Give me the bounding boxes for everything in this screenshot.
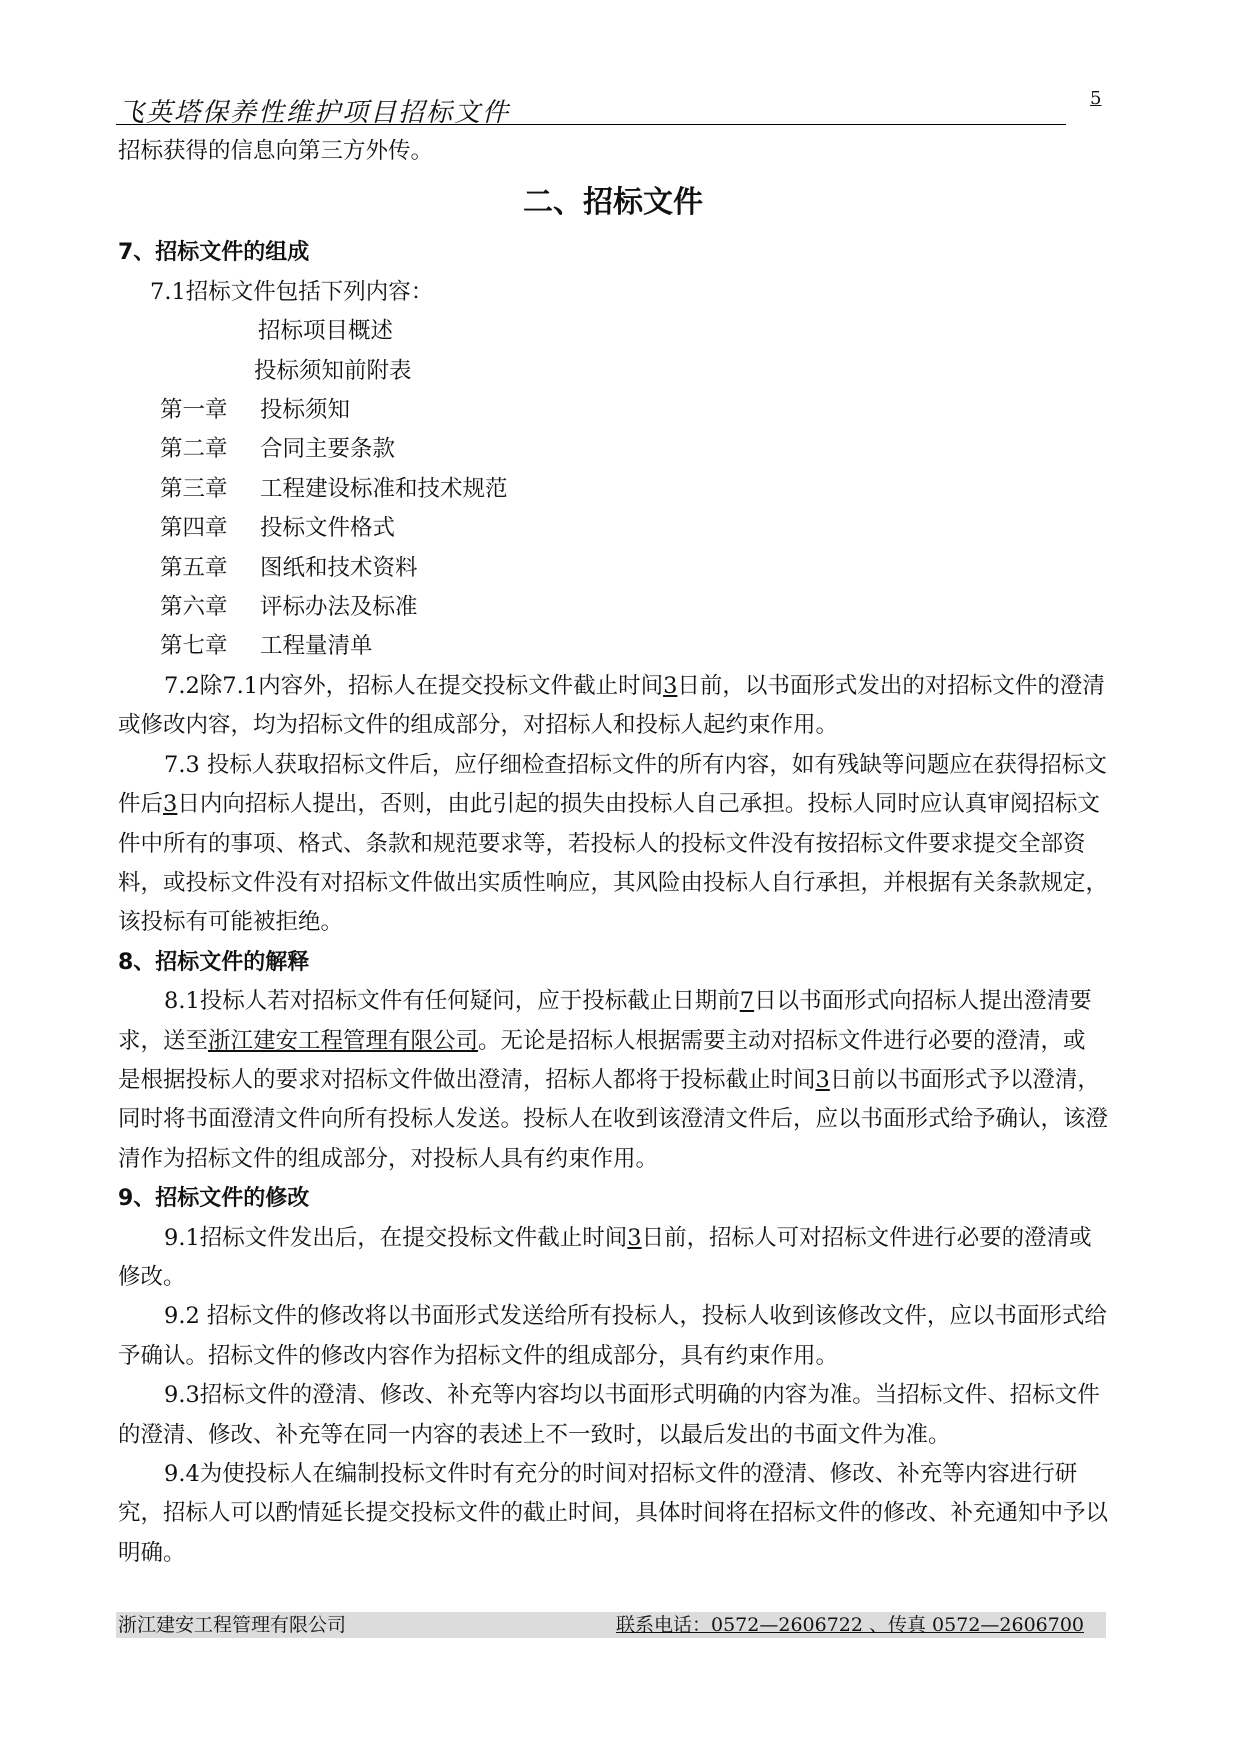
chapter-item xyxy=(118,509,1108,548)
chapter-number: 第四章 xyxy=(160,515,228,542)
chapter-item xyxy=(118,391,1108,430)
clause-8-1 xyxy=(118,982,1108,1179)
chapter-number: 第七章 xyxy=(160,633,228,660)
chapter-name: 工程量清单 xyxy=(260,633,373,660)
section-7-heading: 7、招标文件的组成 xyxy=(118,240,310,266)
chapter-name: 投标须知 xyxy=(260,397,351,424)
days-value: 3 xyxy=(627,1224,642,1251)
clause-7-3 xyxy=(118,746,1108,943)
chapter-item xyxy=(118,430,1108,469)
chapter-name: 工程建设标准和技术规范 xyxy=(260,475,508,502)
footer-company: 浙江建安工程管理有限公司 xyxy=(118,1614,347,1636)
chapter-item xyxy=(118,549,1108,588)
clause-text: 7.2除7.1内容外，招标人在提交投标文件截止时间 xyxy=(164,672,664,699)
document-title: 飞英塔保养性维护项目招标文件 xyxy=(118,98,511,128)
clause-7-2 xyxy=(118,667,1108,746)
chapter-number: 第二章 xyxy=(160,436,228,463)
chapter-item xyxy=(118,627,1108,666)
clause-text: 9.1招标文件发出后，在提交投标文件截止时间 xyxy=(164,1224,628,1251)
days-value: 3 xyxy=(815,1066,830,1093)
chapter-name: 合同主要条款 xyxy=(260,436,396,463)
chapter-name: 图纸和技术资料 xyxy=(260,554,418,581)
days-value: 3 xyxy=(163,791,178,818)
clause-9-4: 9.4为使投标人在编制投标文件时有充分的时间对招标文件的澄清、修改、补充等内容进行研究，招标人可以酌情延长提交投标文件的截止时间，具体时间将在招标文件的修改、补充通知中予以明确。 xyxy=(118,1461,1109,1566)
clause-7-1: 7.1招标文件包括下列内容： xyxy=(150,278,434,305)
list-item: 招标项目概述 xyxy=(258,318,394,345)
clause-text: 日以书面形式向招标人提出澄清要求，送至 xyxy=(118,988,1092,1054)
list-item: 投标须知前附表 xyxy=(254,357,412,384)
chapter-number: 第三章 xyxy=(160,475,228,502)
clause-text: 日前以书面形式予以澄清，同时将书面澄清文件向所有投标人发送。投标人在收到该澄清文件后，应以书面形式给予确认，该澄清作为招标文件的组成部分，对投标人具有约束作用。 xyxy=(118,1066,1109,1172)
chapter-number: 第六章 xyxy=(160,594,228,621)
footer-contact: 联系电话：0572—2606722 、传真 0572—2606700 xyxy=(616,1614,1085,1636)
intro-text: 招标获得的信息向第三方外传。 xyxy=(118,138,434,164)
header-divider xyxy=(116,124,1066,125)
page-number: 5 xyxy=(1090,88,1102,109)
clause-text: 日内向招标人提出，否则，由此引起的损失由投标人自己承担。投标人同时应认真审阅招标文件中所有的事项、格式、条款和规范要求等，若投标人的投标文件没有按招标文件要求提交全部资料，或投标文件没有对招标文件做出实质性响应，其风险由投标人自行承担，并根据有关条款规定，该投标有可能被拒绝。 xyxy=(118,791,1109,936)
chapter-item xyxy=(118,588,1108,627)
chapter-number: 第一章 xyxy=(160,397,228,424)
clause-9-2: 9.2 招标文件的修改将以书面形式发送给所有投标人，投标人收到该修改文件，应以书面形式给予确认。招标文件的修改内容作为招标文件的组成部分，具有约束作用。 xyxy=(118,1303,1107,1369)
section-9-heading: 9、招标文件的修改 xyxy=(118,1186,310,1212)
document-body xyxy=(118,132,1108,1573)
clause-9-1 xyxy=(118,1219,1108,1298)
clause-text: 日前，以书面形式发出的对招标文件的澄清或修改内容，均为招标文件的组成部分，对招标人和投标人起约束作用。 xyxy=(118,672,1105,739)
chapter-item xyxy=(118,470,1108,509)
chapter-name: 评标办法及标准 xyxy=(260,594,418,621)
clause-text: 7.3 投标人获取招标文件后，应仔细检查招标文件的所有内容，如有残缺等问题应在获得招标文件后 xyxy=(118,751,1107,818)
chapter-number: 第五章 xyxy=(160,554,228,581)
clause-text: 。无论是招标人根据需要主动对招标文件进行必要的澄清，或是根据投标人的要求对招标文件做出澄清，招标人都将于投标截止时间 xyxy=(118,1027,1086,1093)
clause-text: 日前，招标人可对招标文件进行必要的澄清或修改。 xyxy=(118,1224,1092,1290)
company-name: 浙江建安工程管理有限公司 xyxy=(208,1027,479,1054)
section-title: 二、招标文件 xyxy=(523,185,703,221)
section-8-heading: 8、招标文件的解释 xyxy=(118,949,310,975)
clause-text: 8.1投标人若对招标文件有任何疑问，应于投标截止日期前 xyxy=(164,988,740,1015)
days-value: 3 xyxy=(663,672,678,699)
days-value: 7 xyxy=(739,988,755,1015)
chapter-name: 投标文件格式 xyxy=(260,515,396,542)
clause-9-3: 9.3招标文件的澄清、修改、补充等内容均以书面形式明确的内容为准。当招标文件、招标文件的澄清、修改、补充等在同一内容的表述上不一致时，以最后发出的书面文件为准。 xyxy=(118,1382,1100,1448)
